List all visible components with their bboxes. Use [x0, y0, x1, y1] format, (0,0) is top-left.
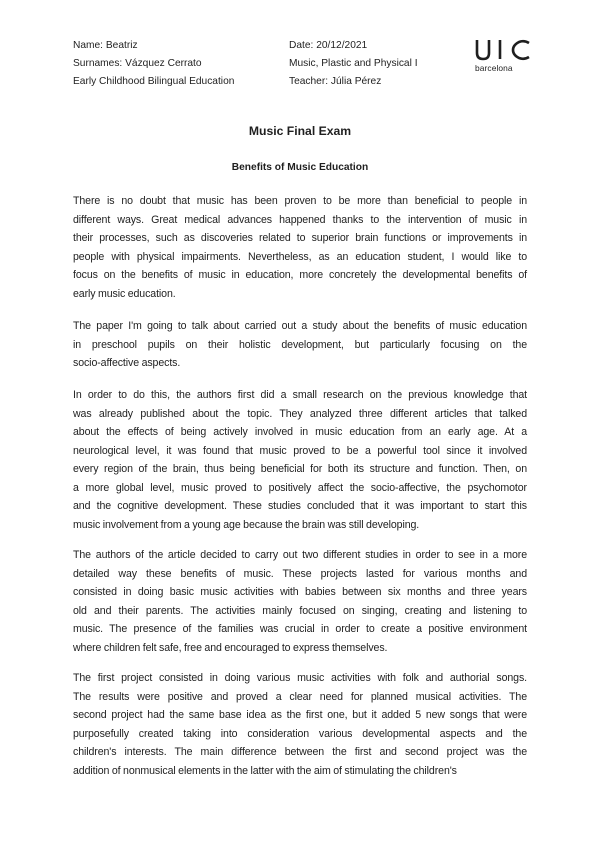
paragraph-4 [73, 546, 527, 657]
text-line: every region of the brain, thus being beneficial for both its structure and function. Then, on [73, 463, 527, 475]
text-line: focus on the benefits of music in education, more concretely the developmental benefits of [73, 269, 527, 281]
text-line: in preschool pupils on their holistic development, but particularly focusing on the [73, 338, 527, 351]
text-line: The paper I'm going to talk about carried out a study about the benefits of music education [73, 320, 527, 332]
text-line: purposefully created taking into consideration various developmental aspects and the [73, 727, 527, 740]
text-line: There is no doubt that music has been proven to be more than beneficial to people in [73, 195, 527, 207]
degree-line: Early Childhood Bilingual Education [73, 76, 235, 87]
text-line: addition of nonmusical elements in the latter with the aim of stimulating the children's [73, 764, 457, 777]
text-line: socio-affective aspects. [73, 357, 181, 369]
date-value: 20/12/2021 [316, 40, 368, 51]
text-line: music involvement from a young age because the brain was still developing. [73, 518, 420, 531]
text-line: children's interests. The main difference between the first and second project was the [73, 746, 527, 758]
teacher-value: Júlia Pérez [330, 76, 382, 87]
text-line: about the effects of being actively involved in music education from an early age. At a [73, 426, 527, 438]
uic-barcelona-logo [474, 36, 536, 74]
text-line: a more global level, music proved to positively affect the socio-affective, the psychomotor [73, 481, 527, 494]
paragraph-3 [73, 386, 527, 534]
page-subtitle: Benefits of Music Education [231, 162, 369, 173]
text-line: where children felt safe, free and encouraged to express themselves. [73, 641, 388, 654]
course-info [289, 37, 459, 91]
text-line: The authors of the article decided to carry out two different studies in order to see in a more [73, 549, 527, 561]
teacher-label: Teacher: [289, 76, 329, 87]
page-title: Music Final Exam [248, 124, 352, 138]
name-line [73, 37, 283, 55]
paragraph-1 [73, 192, 527, 303]
text-line: their processes, such as discoveries related to superior brain functions or improvements in [73, 232, 527, 244]
text-line: and the cognitive development. These studies concluded that it was important to start this [73, 500, 527, 512]
text-line: music. The presence of the families was crucial in order to create a positive environment [73, 623, 527, 635]
text-line: people with physical impairments. Nevertheless, as an education student, I would like to [73, 250, 527, 263]
surnames-value: Vázquez Cerrato [125, 58, 202, 69]
svg-text:barcelona: barcelona [475, 63, 513, 73]
text-line: In order to do this, the authors first did a small research on the previous knowledge that [73, 389, 527, 401]
text-line: second project had the same base idea as the first one, but it added 5 new songs that were [73, 709, 527, 721]
text-line: The first project consisted in doing various music activities with folk and authorial songs. [73, 672, 527, 684]
text-line: different ways. Great medical advances happened thanks to the intervention of music in [73, 213, 527, 226]
text-line: consisted in doing basic music activities with babies between six months and three years [73, 586, 527, 598]
text-line: The results were positive and proved a clear need for planned musical activities. The [73, 690, 527, 703]
paragraph-5 [73, 669, 527, 780]
text-line: neurological level, it was found that music proved to be a powerful tool since it involved [73, 444, 527, 457]
text-line: early music education. [73, 287, 176, 300]
name-value: Beatriz [105, 40, 138, 51]
name-label: Name: [73, 40, 104, 51]
text-line: old and their parents. The activities mainly focused on singing, creating and listening to [73, 604, 527, 617]
subject-line: Music, Plastic and Physical I [289, 58, 418, 69]
date-line [289, 37, 459, 55]
surnames-label: Surnames: [73, 58, 123, 69]
teacher-line [289, 73, 459, 91]
text-line: was already published about the topic. They analyzed three different articles that talked [73, 407, 527, 420]
surnames-line [73, 55, 283, 73]
student-info [73, 37, 283, 91]
paragraph-2 [73, 317, 527, 373]
text-line: detailed way these benefits of music. These projects lasted for various months and [73, 567, 527, 580]
date-label: Date: [289, 40, 314, 51]
